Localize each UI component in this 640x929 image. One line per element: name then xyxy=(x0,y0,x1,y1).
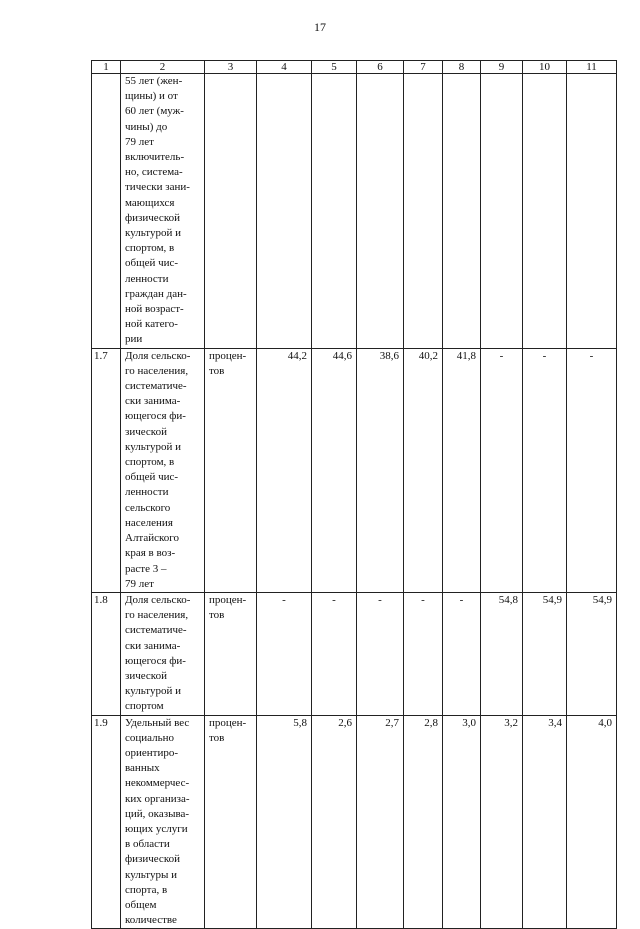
row-number xyxy=(92,74,121,349)
indicator-name: Доля сельско- го населения, систематиче- ски занима- ющегося фи- зической культурой и спортом, в общей чис- ленности сельского населения Алтайского края в воз- расте 3 – 79 лет xyxy=(121,348,205,592)
value-cell xyxy=(312,74,357,349)
header-cell: 10 xyxy=(523,61,567,74)
header-cell: 6 xyxy=(357,61,404,74)
value-cell: 44,2 xyxy=(257,348,312,592)
value-cell: 41,8 xyxy=(443,348,481,592)
value-cell: 40,2 xyxy=(404,348,443,592)
header-cell: 9 xyxy=(481,61,523,74)
value-cell: - xyxy=(567,348,617,592)
value-cell: - xyxy=(357,592,404,715)
value-cell: 44,6 xyxy=(312,348,357,592)
value-cell xyxy=(481,74,523,349)
header-cell: 2 xyxy=(121,61,205,74)
value-cell: 3,4 xyxy=(523,715,567,929)
indicator-name: Доля сельско- го населения, систематиче- ски занима- ющегося фи- зической культурой и спортом xyxy=(121,592,205,715)
indicator-name: 55 лет (жен- щины) и от 60 лет (муж- чины) до 79 лет включитель- но, система- тически зани- мающихся физической культурой и спортом, в общей чис- ленности граждан дан- ной возраст- ной катего- рии xyxy=(121,74,205,349)
page-number: 17 xyxy=(314,20,326,34)
value-cell: - xyxy=(523,348,567,592)
unit-cell: процен- тов xyxy=(205,592,257,715)
value-cell: - xyxy=(443,592,481,715)
table-row xyxy=(92,715,617,929)
value-cell: 2,6 xyxy=(312,715,357,929)
value-cell xyxy=(523,74,567,349)
value-cell: 3,2 xyxy=(481,715,523,929)
row-number: 1.8 xyxy=(92,592,121,715)
value-cell: 54,9 xyxy=(523,592,567,715)
table-row xyxy=(92,74,617,349)
value-cell: 3,0 xyxy=(443,715,481,929)
header-cell: 3 xyxy=(205,61,257,74)
table-row xyxy=(92,592,617,715)
indicator-table xyxy=(91,60,617,929)
value-cell: 38,6 xyxy=(357,348,404,592)
unit-cell: процен- тов xyxy=(205,715,257,929)
header-cell: 8 xyxy=(443,61,481,74)
unit-cell xyxy=(205,74,257,349)
header-cell: 5 xyxy=(312,61,357,74)
value-cell: - xyxy=(404,592,443,715)
value-cell: - xyxy=(312,592,357,715)
value-cell: 4,0 xyxy=(567,715,617,929)
value-cell: 2,8 xyxy=(404,715,443,929)
row-number: 1.9 xyxy=(92,715,121,929)
value-cell xyxy=(443,74,481,349)
value-cell: - xyxy=(257,592,312,715)
header-cell: 4 xyxy=(257,61,312,74)
value-cell: 2,7 xyxy=(357,715,404,929)
value-cell: 54,9 xyxy=(567,592,617,715)
header-cell: 7 xyxy=(404,61,443,74)
header-row xyxy=(92,61,617,74)
value-cell xyxy=(357,74,404,349)
unit-cell: процен- тов xyxy=(205,348,257,592)
value-cell xyxy=(567,74,617,349)
value-cell: 5,8 xyxy=(257,715,312,929)
header-cell: 1 xyxy=(92,61,121,74)
row-number: 1.7 xyxy=(92,348,121,592)
value-cell: 54,8 xyxy=(481,592,523,715)
value-cell xyxy=(404,74,443,349)
value-cell: - xyxy=(481,348,523,592)
value-cell xyxy=(257,74,312,349)
table-row xyxy=(92,348,617,592)
header-cell: 11 xyxy=(567,61,617,74)
indicator-name: Удельный вес социально ориентиро- ванных некоммерчес- ких организа- ций, оказыва- ющих услуги в области физической культуры и спорта, в общем количестве xyxy=(121,715,205,929)
